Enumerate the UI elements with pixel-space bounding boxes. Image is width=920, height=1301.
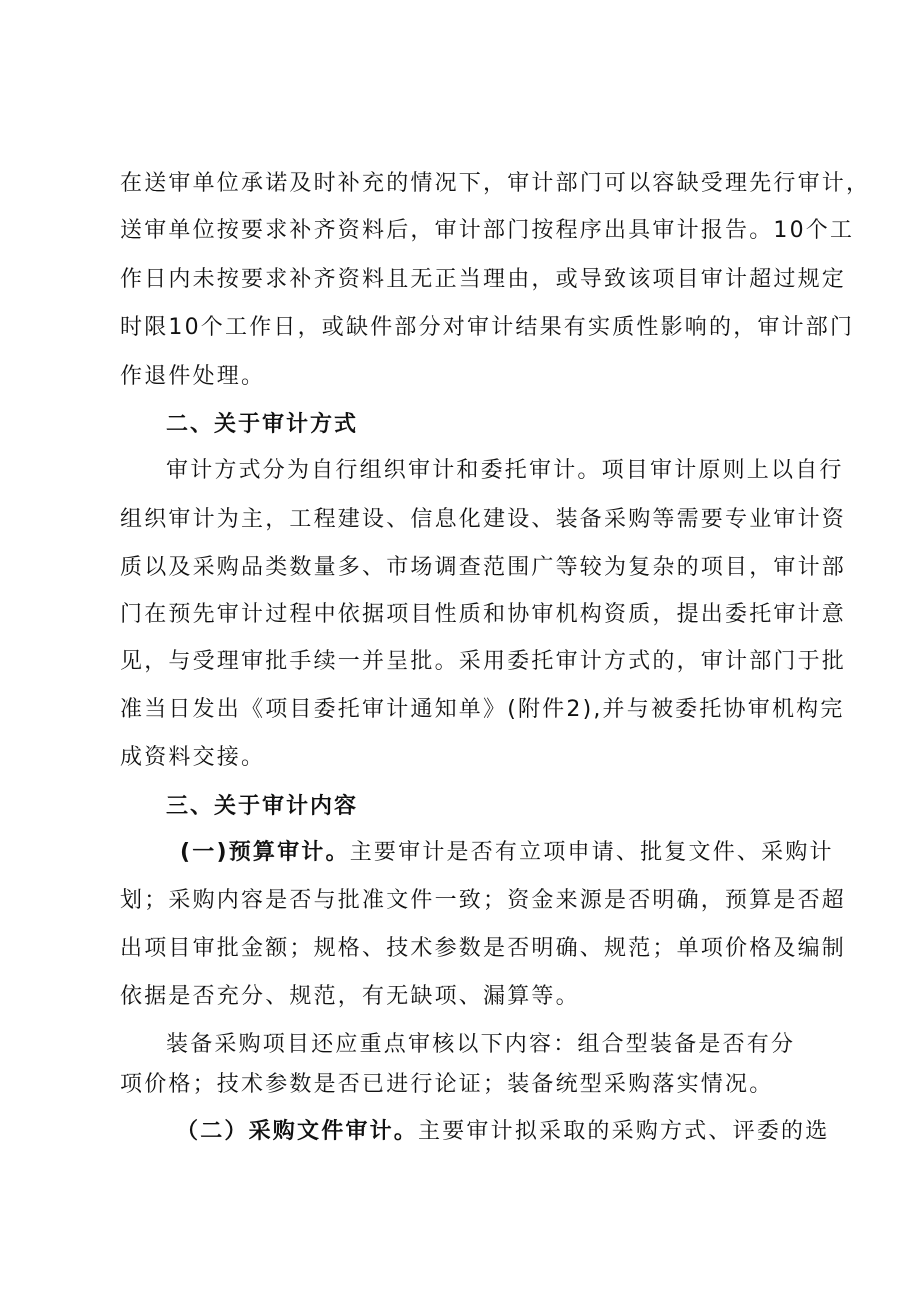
paragraph-line: 作日内未按要求补齐资料且无正当理由，或导致该项目审计超过规定	[120, 267, 847, 292]
section-heading: 二、关于审计方式	[166, 411, 359, 437]
paragraph-line: 划；采购内容是否与批准文件一致；资金来源是否明确，预算是否超	[120, 888, 847, 913]
section-heading: 三、关于审计内容	[166, 793, 359, 819]
paragraph-line: 门在预先审计过程中依据项目性质和协审机构资质，提出委托审计意	[120, 602, 847, 627]
paragraph-line: 作退件处理。	[120, 364, 266, 389]
paragraph-line: 依据是否充分、规范，有无缺项、漏算等。	[120, 984, 580, 1009]
paragraph-line: 时限10个工作日，或缺件部分对审计结果有实质性影响的，审计部门	[120, 315, 855, 340]
paragraph-line: 项价格；技术参数是否已进行论证；装备统型采购落实情况。	[120, 1072, 774, 1097]
item-text: 主要审计是否有立项申请、批复文件、采购计	[349, 840, 834, 865]
item-label: （二）采购文件审计。	[176, 1119, 419, 1144]
paragraph-line: 在送审单位承诺及时补充的情况下，审计部门可以容缺受理先行审计，	[120, 171, 871, 196]
item-label: (一)预算审计。	[180, 840, 350, 865]
paragraph-line: 装备采购项目还应重点审核以下内容：组合型装备是否有分	[166, 1032, 796, 1057]
paragraph-line: 见，与受理审批手续一并呈批。采用委托审计方式的，审计部门于批	[120, 649, 847, 674]
paragraph-line: 质以及采购品类数量多、市场调查范围广等较为复杂的项目，审计部	[120, 555, 847, 580]
paragraph-line: 准当日发出《项目委托审计通知单》(附件2),并与被委托协审机构完	[120, 697, 845, 722]
item-budget-audit-first-line	[180, 838, 834, 868]
paragraph-line: 出项目审批金额；规格、技术参数是否明确、规范；单项价格及编制	[120, 936, 847, 961]
item-procurement-docs-first-line	[176, 1117, 829, 1147]
paragraph-line: 审计方式分为自行组织审计和委托审计。项目审计原则上以自行	[166, 458, 844, 483]
paragraph-line: 成资料交接。	[120, 745, 266, 770]
paragraph-line: 组织审计为主，工程建设、信息化建设、装备采购等需要专业审计资	[120, 507, 847, 532]
paragraph-line: 送审单位按要求补齐资料后，审计部门按程序出具审计报告。10个工	[120, 218, 855, 243]
item-text: 主要审计拟采取的采购方式、评委的选	[418, 1119, 830, 1144]
